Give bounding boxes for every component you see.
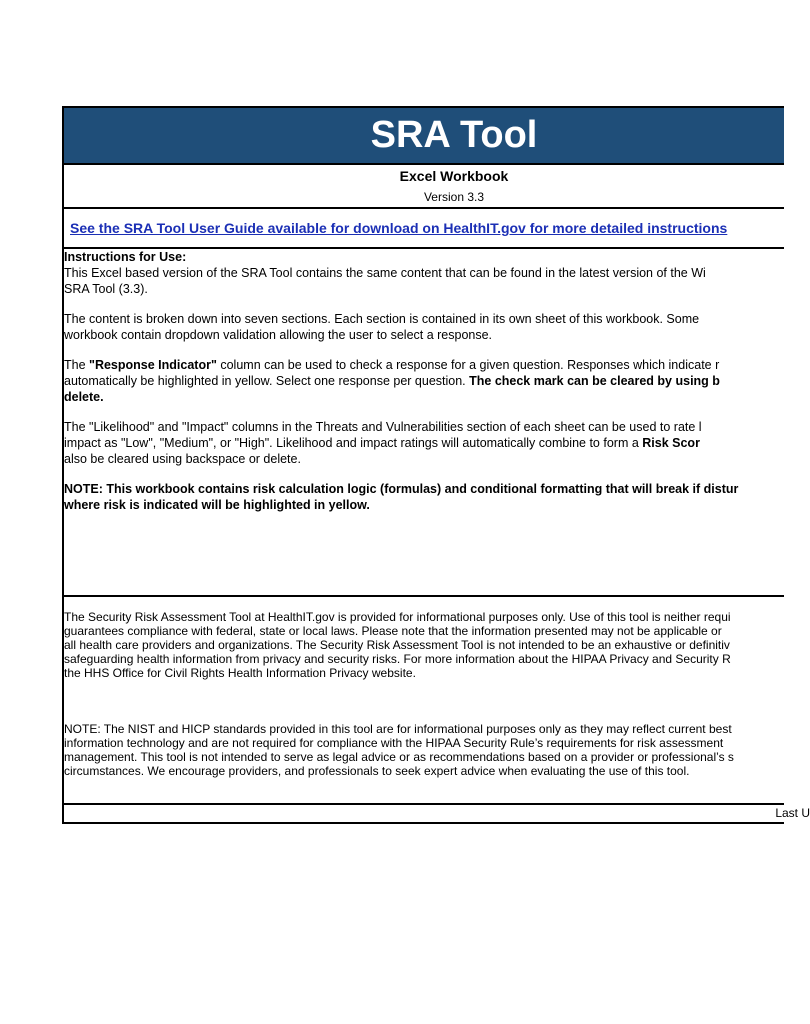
text-run: The: [64, 358, 90, 372]
text-run-bold: The check mark can be cleared by using b: [469, 374, 720, 388]
instructions-p1-line1: This Excel based version of the SRA Tool contains the same content that can be found in the latest version of the Wi: [64, 266, 706, 280]
disclaimer-line: guarantees compliance with federal, state or local laws. Please note that the information presented may not be applicable or: [64, 624, 722, 638]
disclaimer-line: all health care providers and organizations. The Security Risk Assessment Tool is not intended to be an exhaustive or definitiv: [64, 638, 730, 652]
note-line2: where risk is indicated will be highlighted in yellow.: [64, 498, 370, 512]
standards-note-line: circumstances. We encourage providers, and professionals to seek expert advice when evaluating the use of this tool.: [64, 764, 690, 778]
disclaimer-line: the HHS Office for Civil Rights Health Information Privacy website.: [64, 666, 416, 680]
instructions-p4-line1: The "Likelihood" and "Impact" columns in the Threats and Vulnerabilities section of each sheet can be used to rate l: [64, 420, 702, 434]
instructions-p3-line3: delete.: [64, 390, 104, 404]
standards-note-line: information technology and are not required for compliance with the HIPAA Security Rule’s requirements for risk assessment: [64, 736, 724, 750]
workbook-subtitle: Excel Workbook: [399, 168, 509, 184]
text-run: automatically be highlighted in yellow. Select one response per question.: [64, 374, 470, 388]
standards-note-paragraph: [64, 680, 784, 778]
title-banner: [64, 108, 784, 165]
risk-score-term: Risk Scor: [642, 436, 700, 450]
disclaimer-line: The Security Risk Assessment Tool at HealthIT.gov is provided for informational purposes only. Use of this tool is neither requi: [64, 610, 731, 624]
instructions-heading: Instructions for Use:: [64, 250, 187, 264]
disclaimer-paragraph: [64, 597, 784, 680]
subtitle-block: [64, 165, 784, 209]
instructions-p4-line2: [64, 435, 784, 451]
instructions-p2-line2: workbook contain dropdown validation allowing the user to select a response.: [64, 328, 493, 342]
text-run: impact as "Low", "Medium", or "High". Likelihood and impact ratings will automatically combine to form a: [64, 436, 643, 450]
response-indicator-term: "Response Indicator": [89, 358, 217, 372]
page-title: SRA Tool: [370, 114, 538, 156]
disclaimer-section: [64, 597, 784, 805]
workbook-sheet: [62, 106, 810, 824]
user-guide-link[interactable]: See the SRA Tool User Guide available for download on HealthIT.gov for more detailed instructions: [70, 220, 728, 236]
standards-note-line: NOTE: The NIST and HICP standards provided in this tool are for informational purposes only as they may reflect current best: [64, 722, 732, 736]
footer-row: [64, 805, 810, 822]
instructions-p3-line1: [64, 357, 784, 373]
instructions-p3-line2: [64, 373, 784, 389]
guide-row: [64, 209, 784, 249]
note-line1: NOTE: This workbook contains risk calculation logic (formulas) and conditional formatting that will break if distur: [64, 482, 739, 496]
last-updated-label: Last U: [775, 806, 810, 820]
standards-note-line: management. This tool is not intended to serve as legal advice or as recommendations based on a provider or professional’s s: [64, 750, 734, 764]
version-label: Version 3.3: [423, 190, 485, 204]
disclaimer-line: safeguarding health information from privacy and security risks. For more information about the HIPAA Privacy and Security R: [64, 652, 731, 666]
text-run: column can be used to check a response for a given question. Responses which indicate r: [216, 358, 720, 372]
instructions-section: [64, 249, 784, 597]
instructions-p4-line3: also be cleared using backspace or delete.: [64, 452, 301, 466]
instructions-p2-line1: The content is broken down into seven sections. Each section is contained in its own sheet of this workbook. Some: [64, 312, 700, 326]
instructions-p1-line2: SRA Tool (3.3).: [64, 282, 148, 296]
